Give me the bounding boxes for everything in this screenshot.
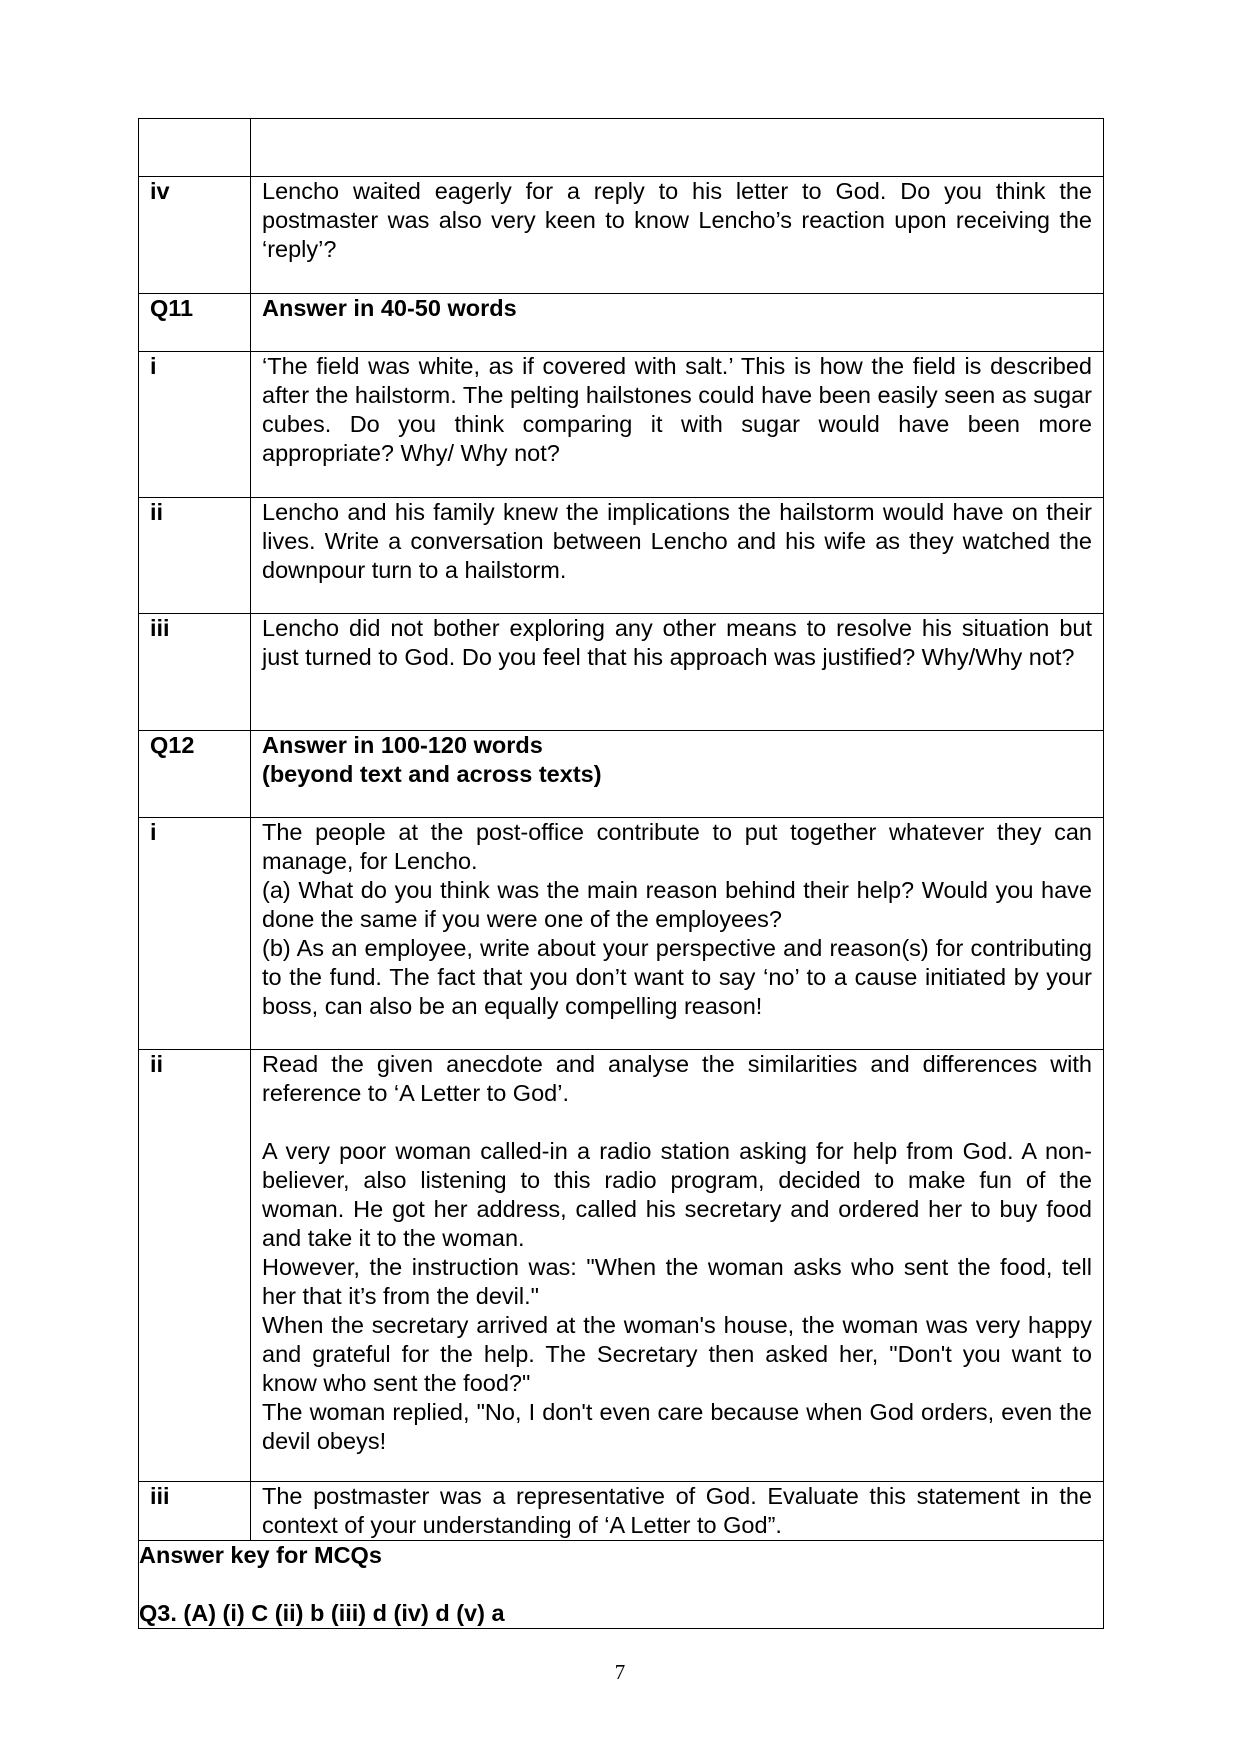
question-text bbox=[251, 1050, 1104, 1482]
answer-key-title: Answer key for MCQs bbox=[139, 1542, 382, 1568]
question-text: Lencho did not bother exploring any other means to resolve his situation but just turned to God. Do you feel that his approach was justified? Why/Why not? bbox=[251, 614, 1104, 731]
answer-key-line: Q3. (A) (i) C (ii) b (iii) d (iv) d (v) a bbox=[139, 1600, 505, 1626]
question-text bbox=[251, 818, 1104, 1050]
row-number bbox=[139, 119, 251, 177]
question-table bbox=[138, 118, 1104, 1629]
question-text: The postmaster was a representative of God. Evaluate this statement in the context of your understanding of ‘A Letter to God”. bbox=[251, 1482, 1104, 1541]
question-paragraph: (a) What do you think was the main reason behind their help? Would you have done the same if you were one of the employees? bbox=[262, 877, 1092, 932]
answer-key-cell bbox=[139, 1541, 1104, 1629]
table-row bbox=[139, 731, 1104, 818]
section-heading-line: Answer in 100-120 words bbox=[262, 732, 543, 758]
anecdote-paragraph: However, the instruction was: "When the woman asks who sent the food, tell her that it’s from the devil." bbox=[262, 1254, 1092, 1309]
row-number: ii bbox=[139, 498, 251, 614]
anecdote-paragraph: When the secretary arrived at the woman's house, the woman was very happy and grateful for the help. The Secretary then asked her, "Don't you want to know who sent the food?" bbox=[262, 1312, 1092, 1396]
anecdote-paragraph: The woman replied, "No, I don't even care because when God orders, even the devil obeys! bbox=[262, 1399, 1092, 1454]
table-row bbox=[139, 818, 1104, 1050]
table-row bbox=[139, 294, 1104, 352]
row-number: iv bbox=[139, 177, 251, 294]
paragraph-gap bbox=[139, 1570, 1103, 1599]
question-paragraph: (b) As an employee, write about your perspective and reason(s) for contributing to the fund. The fact that you don’t want to say ‘no’ to a cause initiated by your boss, can also be an equally compelling reason! bbox=[262, 935, 1092, 1019]
page-number: 7 bbox=[614, 1660, 626, 1684]
section-subheading-line: (beyond text and across texts) bbox=[262, 761, 602, 787]
paragraph-gap bbox=[262, 1108, 1092, 1137]
table-row bbox=[139, 119, 1104, 177]
question-text: Lencho and his family knew the implications the hailstorm would have on their lives. Write a conversation between Lencho and his wife as they watched the downpour turn to a hailstorm. bbox=[251, 498, 1104, 614]
section-number: Q11 bbox=[139, 294, 251, 352]
row-number: i bbox=[139, 352, 251, 498]
anecdote-paragraph: A very poor woman called-in a radio station asking for help from God. A non-believer, also listening to this radio program, decided to make fun of the woman. He got her address, called his secretary and ordered her to buy food and take it to the woman. bbox=[262, 1138, 1092, 1251]
row-text bbox=[251, 119, 1104, 177]
question-paragraph: The people at the post-office contribute to put together whatever they can manage, for Lencho. bbox=[262, 819, 1092, 874]
table-row bbox=[139, 352, 1104, 498]
table-row bbox=[139, 498, 1104, 614]
question-text: ‘The field was white, as if covered with salt.’ This is how the field is described after the hailstorm. The pelting hailstones could have been easily seen as sugar cubes. Do you think comparing it with sugar would have been more appropriate? Why/ Why not? bbox=[251, 352, 1104, 498]
row-number: iii bbox=[139, 614, 251, 731]
table-row bbox=[139, 1482, 1104, 1541]
table-row bbox=[139, 1050, 1104, 1482]
table-row bbox=[139, 177, 1104, 294]
row-number: i bbox=[139, 818, 251, 1050]
section-heading bbox=[251, 731, 1104, 818]
question-paragraph: Read the given anecdote and analyse the similarities and differences with reference to ‘A Letter to God’. bbox=[262, 1051, 1092, 1106]
table-row bbox=[139, 614, 1104, 731]
row-number: iii bbox=[139, 1482, 251, 1541]
question-text: Lencho waited eagerly for a reply to his letter to God. Do you think the postmaster was also very keen to know Lencho’s reaction upon receiving the ‘reply’? bbox=[251, 177, 1104, 294]
answer-key-row bbox=[139, 1541, 1104, 1629]
section-number: Q12 bbox=[139, 731, 251, 818]
section-heading: Answer in 40-50 words bbox=[251, 294, 1104, 352]
row-number: ii bbox=[139, 1050, 251, 1482]
